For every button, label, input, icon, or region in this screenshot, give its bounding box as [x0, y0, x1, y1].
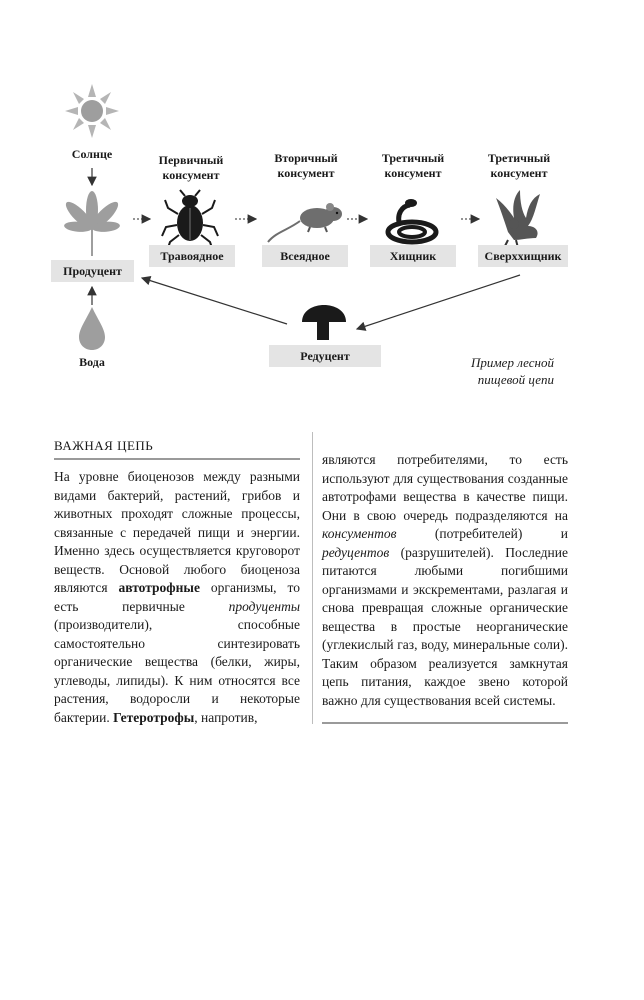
- producers-term: продуценты: [228, 598, 300, 614]
- apex-consumer-header: Третичный консумент: [487, 151, 551, 180]
- snake-icon: [388, 199, 436, 242]
- heterotrophs-term: Гетеротрофы: [113, 709, 195, 725]
- tertiary-consumer-header: Третичный консумент: [381, 151, 445, 180]
- apex-predator-box: Сверххищник: [478, 245, 568, 267]
- column-divider: [312, 432, 313, 724]
- producer-box: Продуцент: [51, 260, 134, 282]
- water-drop-icon: [79, 307, 105, 350]
- omnivore-box: Всеядное: [262, 245, 348, 267]
- section-title: ВАЖНАЯ ЦЕПЬ: [54, 438, 154, 453]
- consumers-term: консументов: [322, 526, 397, 541]
- predator-box: Хищник: [370, 245, 456, 267]
- left-column-rule: [54, 458, 300, 460]
- decomposer-to-producer-arrow: [142, 278, 287, 324]
- diagram-caption: Пример лесной пищевой цепи: [470, 355, 554, 387]
- left-column-text: На уровне биоценозов между разными видами бактерий, растений, грибов и животных проходят сложные процессы, связанные с передачей пищи и энергии. Именно здесь осуществляется круговорот веществ. Основой любого биоценоза являются автотрофные организмы, то есть первичные продуценты (производители), способные самостоятельно синтезировать органические вещества (белки, жиры, углеводы, липиды). К ним относятся все растения, водоросли и некоторые бактерии. Гетеротрофы, напротив,: [54, 469, 300, 725]
- mouse-icon: [268, 203, 342, 242]
- apex-to-decomposer-arrow: [357, 275, 520, 329]
- herbivore-box: Травоядное: [149, 245, 235, 267]
- beetle-icon: [162, 190, 218, 248]
- sun-icon: [65, 84, 119, 138]
- water-label: Вода: [79, 355, 105, 369]
- decomposer-box: Редуцент: [269, 345, 381, 367]
- food-chain-diagram: [0, 0, 644, 400]
- chestnut-leaf-icon: [62, 191, 121, 256]
- eagle-icon: [496, 190, 540, 248]
- decomposers-term: редуцентов: [322, 544, 390, 560]
- right-column-rule: [322, 722, 568, 724]
- right-column-text: являются потребителями, то есть используют для существования созданные автотрофами вещества в качестве пищи. Они в свою очередь подразделяются на консументов (потребителей) и редуцентов (разрушителей). Последние питаются любыми погибшими организмами и экскрементами, разлагая и снова превращая сложные органические вещества в простые неорганические (углекислый газ, воду, минеральные соли). Таким образом реализуется замкнутая цепь питания, каждое звено которой важно для существования всей системы.: [322, 452, 568, 708]
- sun-label: Солнце: [71, 147, 113, 161]
- mushroom-icon: [302, 305, 346, 340]
- secondary-consumer-header: Вторичный консумент: [274, 151, 338, 180]
- primary-consumer-header: Первичный консумент: [158, 153, 224, 182]
- autotrophs-term: автотрофные: [118, 580, 200, 595]
